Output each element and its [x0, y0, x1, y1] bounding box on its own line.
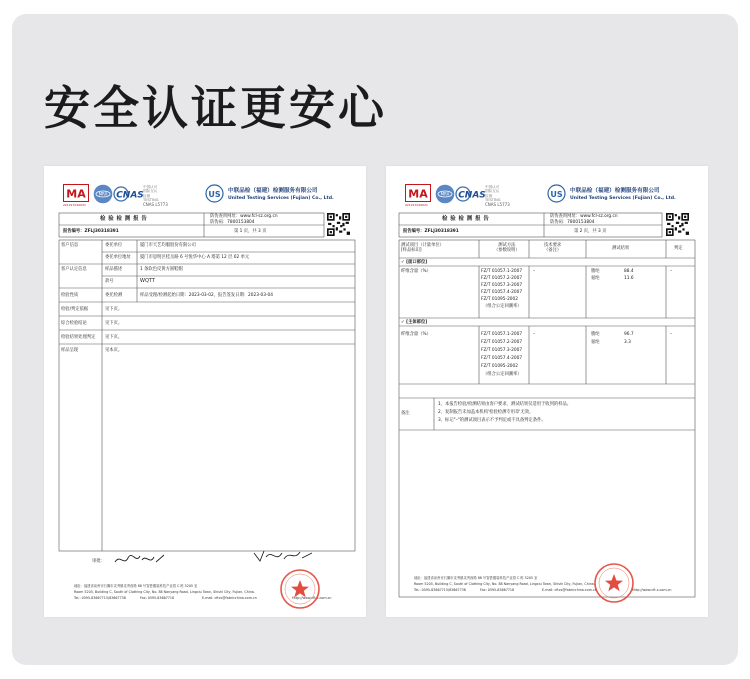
report-number: 报告编号：ZFLJ30318391 [63, 229, 119, 234]
client-address-value: 厦门市思明区桂岳路 6 号悦华中心 A 塔第 12 层 02 单元 [140, 255, 250, 260]
report-title: 检 验 检 测 报 告 [442, 216, 490, 222]
sample-desc-key: 样品描述 [105, 267, 123, 272]
col-header-item: 测试项目（计量单位） [样品标识] [401, 243, 444, 253]
col-header-requirement: 技术要求 （备注） [544, 243, 562, 253]
style-no-value: WQTT [140, 278, 155, 284]
query-site: 防伪查询网址：www.fcl-sz.org.cn [210, 214, 278, 219]
official-stamp-icon [279, 568, 321, 610]
requirement-1: – [533, 269, 536, 274]
qr-code-icon [327, 213, 350, 236]
section-body: ✓ [主体部位] [401, 320, 428, 325]
approver-signature [112, 550, 172, 568]
footer-fax: Fax: 0595-83667718 [140, 596, 175, 600]
fiber-1-1: 腈纶 [591, 269, 600, 274]
footer-address-zh: 地址：福建省泉州市石狮市灵秀镇灵秀西路 88 号智荟服装科技产业园 C 栋 5205 室 [74, 584, 198, 588]
value-1-2: 11.6 [624, 276, 634, 281]
value-2-2: 3.3 [624, 340, 631, 345]
value-2-1: 96.7 [624, 332, 634, 337]
ma-logo-text: MA [408, 187, 428, 201]
sample-photo-value: 见本页。 [105, 348, 123, 353]
col-header-judgement: 判定 [674, 246, 683, 251]
svg-text:MRA: MRA [98, 191, 108, 197]
row-label-basis: 检验/判定依据 [61, 307, 89, 312]
cnas-caption: 中国认可 国际互认 检测 TESTING CNAS L5773 [143, 185, 168, 207]
svg-text:CNAS: CNAS [116, 190, 144, 201]
remark-2: 2、复制报告未加盖本机构'检验检测专用章'无效。 [438, 410, 534, 415]
footer-address-zh: 地址：福建省泉州市石狮市灵秀镇灵秀西路 88 号智荟服装科技产业园 C 栋 5205 室 [414, 576, 538, 580]
row-label-client-info: 客户信息 [61, 243, 79, 248]
method-1-5: FZ/T 01095-2002 [481, 297, 519, 302]
col-header-method: 测试方法 （参数说明） [494, 243, 520, 253]
footer-web: Http://www.cft-s.com.cn [292, 596, 332, 600]
anti-counterfeit-code: 防伪码：7800153804 [210, 220, 255, 225]
approver-label: 审批： [92, 559, 105, 564]
remark-1: 1、本报告检验/检测结果由客户要求、测试结果仅适用于收到的样品。 [438, 402, 572, 407]
footer-email: E-mail: cftcs@fabricchina.com.cn [542, 588, 597, 592]
method-2-5: FZ/T 01095-2002 [481, 364, 519, 369]
item-fiber-content-1: 纤维含量（%） [401, 269, 431, 274]
org-name: 中联品检（福建）检测服务有限公司 United Testing Services (Fujian) Co., Ltd. [570, 188, 676, 201]
footer-tel: Tel.: 0595-83667715/83667738 [414, 588, 466, 592]
method-2-3: FZ/T 01057.3-2007 [481, 348, 523, 353]
row-label-sample-info: 客户认定信息 [61, 267, 87, 272]
test-dates: 样品受理/检测起始日期：2023-03-02，报告签发日期：2023-03-04 [140, 293, 274, 298]
client-name-value: 厦门市天艺均服股份有限公司 [140, 243, 196, 248]
requirement-2: – [533, 332, 536, 337]
fiber-2-2: 氨纶 [591, 340, 600, 345]
client-name-key: 委托单位 [105, 243, 123, 248]
footer-address-en: Room 5205, Building C, South of Clothing City, No. 88 Nanyang Road, Lingxiu Town, Shishi City, Fujian, China. [74, 590, 255, 594]
signer-signature [252, 547, 316, 565]
fiber-1-2: 氨纶 [591, 276, 600, 281]
method-2-2: FZ/T 01057.2-2007 [481, 340, 523, 345]
method-1-2: FZ/T 01057.2-2007 [481, 276, 523, 281]
row-label-judgement: 检验结果处理判定 [61, 335, 96, 340]
ma-logo-text: MA [66, 187, 86, 201]
footer-email: E-mail: cftcs@fabricchina.com.cn [202, 596, 257, 600]
footer-address-en: Room 5205, Building C, South of Clothing City, No. 88 Nanyang Road, Lingxiu Town, Shishi City, Fujian, China. [414, 582, 595, 586]
remark-3: 3、标记"–"的测试项目表示不予判定或不具备判定条件。 [438, 418, 546, 423]
svg-text:MRA: MRA [440, 191, 450, 197]
report-number: 报告编号：ZFLJ30318391 [403, 229, 459, 234]
qr-code-icon [666, 213, 689, 236]
method-1-1: FZ/T 01057.1-2007 [481, 269, 523, 274]
certificate-page-2 [386, 166, 708, 617]
value-1-1: 88.4 [624, 269, 634, 274]
footer-fax: Fax: 0595-83667718 [480, 588, 515, 592]
basis-value: 见下页。 [105, 307, 123, 312]
method-1-6: （组合公定回潮率） [483, 304, 522, 309]
remark-label: 备注 [401, 411, 410, 416]
ma-number: 221217010021 [405, 203, 428, 207]
method-2-1: FZ/T 01057.1-2007 [481, 332, 523, 337]
page-indicator: 第 1 页，共 3 页 [234, 229, 267, 234]
col-header-result: 测试结果 [612, 246, 630, 251]
ma-number: 221217010021 [63, 203, 86, 207]
conclusion-value: 见下页。 [105, 321, 123, 326]
method-2-4: FZ/T 01057.4-2007 [481, 356, 523, 361]
page-headline: 安全认证更安心 [44, 81, 387, 135]
section-collar: ✓ [面口部位] [401, 260, 428, 265]
certificate-page-1 [44, 166, 366, 617]
svg-text:CNAS: CNAS [458, 190, 486, 201]
fiber-2-1: 腈纶 [591, 332, 600, 337]
method-1-4: FZ/T 01057.4-2007 [481, 290, 523, 295]
row-label-sample-photo: 样品呈现 [61, 348, 79, 353]
item-fiber-content-2: 纤维含量（%） [401, 332, 431, 337]
test-nature-value: 委托检测 [105, 293, 123, 298]
footer-tel: Tel.: 0595-83667715/83667738 [74, 596, 126, 600]
judgement-2: – [670, 332, 673, 337]
svg-text:US: US [208, 190, 221, 199]
cnas-caption: 中国认可 国际互认 检测 TESTING CNAS L5773 [485, 185, 510, 207]
row-label-conclusion: 综合检验结论 [61, 321, 87, 326]
query-site: 防伪查询网址：www.fcl-sz.org.cn [550, 214, 618, 219]
row-label-test-nature: 检验性质 [61, 293, 79, 298]
org-name: 中联品检（福建）检测服务有限公司 United Testing Services (Fujian) Co., Ltd. [228, 188, 334, 201]
report-title: 检 验 检 测 报 告 [100, 216, 148, 222]
anti-counterfeit-code: 防伪码：7800153804 [550, 220, 595, 225]
footer-web: Http://www.cft-s.com.cn [632, 588, 672, 592]
method-1-3: FZ/T 01057.3-2007 [481, 283, 523, 288]
official-stamp-icon [593, 562, 635, 604]
page-indicator: 第 2 页，共 3 页 [574, 229, 607, 234]
judgement-1: – [670, 269, 673, 274]
judgement-value: 见下页。 [105, 335, 123, 340]
client-address-key: 委托单位地址 [105, 255, 131, 260]
style-no-key: 款号 [105, 279, 114, 284]
method-2-6: （组合公定回潮率） [483, 372, 522, 377]
svg-text:US: US [550, 190, 563, 199]
sample-desc-value: 1 条软色反黄方圆鞋帽 [140, 267, 183, 272]
